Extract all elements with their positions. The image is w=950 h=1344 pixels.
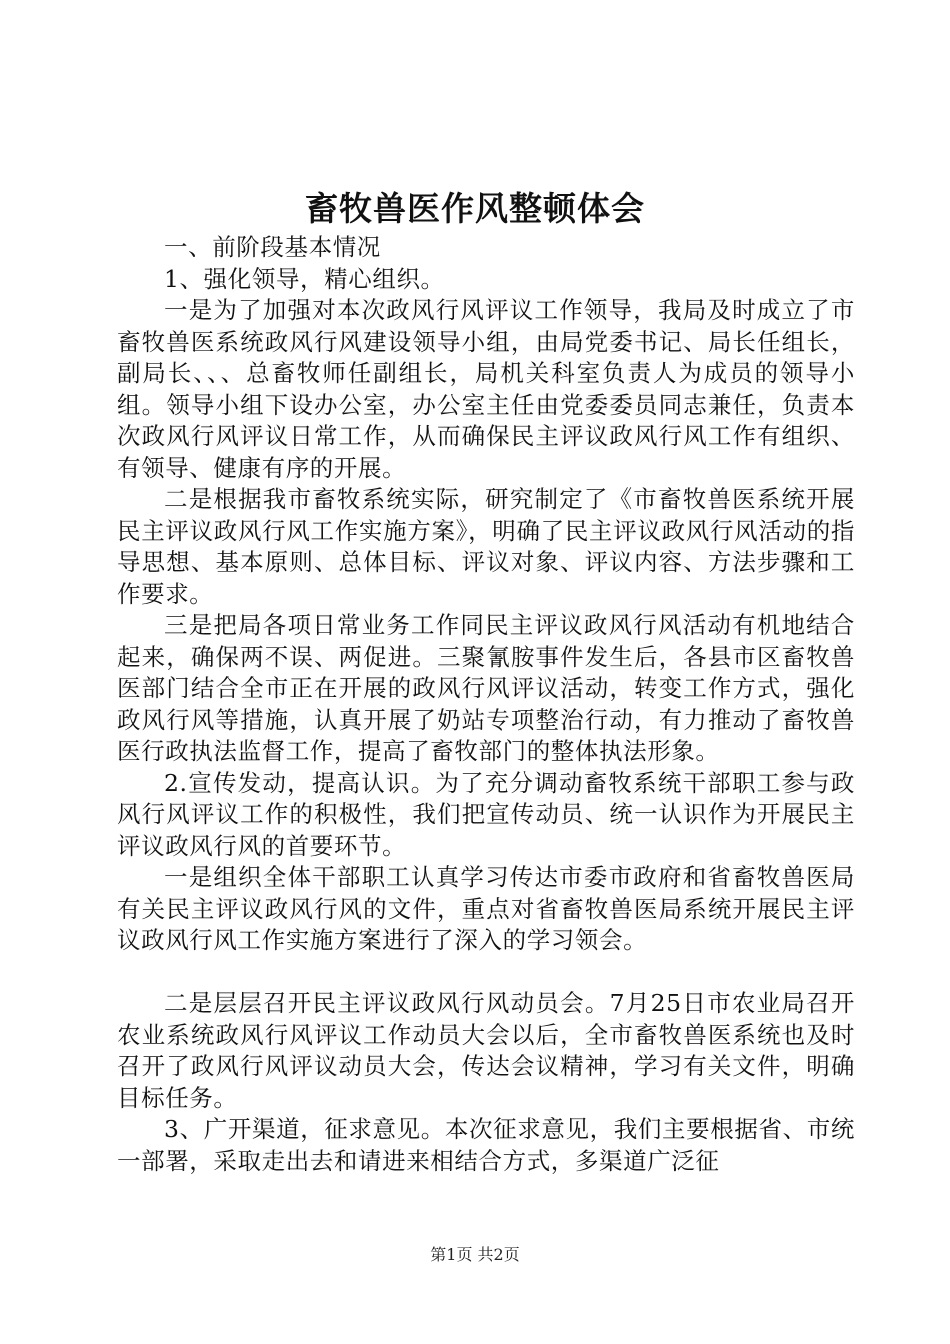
body-paragraph: 一是组织全体干部职工认真学习传达市委市政府和省畜牧兽医局有关民主评议政风行风的文件，重点对省畜牧兽医局系统开展民主评议政风行风工作实施方案进行了深入的学习领会。 (117, 863, 855, 954)
subsection-heading: 1、强化领导，精心组织。 (164, 264, 445, 293)
body-paragraph: 一是为了加强对本次政风行风评议工作领导，我局及时成立了市畜牧兽医系统政风行风建设领导小组，由局党委书记、局长任组长，副局长、、、总畜牧师任副组长，局机关科室负责人为成员的领导小组。领导小组下设办公室，办公室主任由党委委员同志兼任，负责本次政风行风评议日常工作，从而确保民主评议政风行风工作有组织、有领导、健康有序的开展。 (117, 296, 855, 482)
paragraph-spacer (117, 957, 855, 989)
body-paragraph: 3、广开渠道，征求意见。本次征求意见，我们主要根据省、市统一部署，采取走出去和请进来相结合方式，多渠道广泛征 (117, 1115, 855, 1175)
body-paragraph: 三是把局各项日常业务工作同民主评议政风行风活动有机地结合起来，确保两不误、两促进。三聚氰胺事件发生后，各县市区畜牧兽医部门结合全市正在开展的政风行风评议活动，转变工作方式，强化政风行风等措施，认真开展了奶站专项整治行动，有力推动了畜牧兽医行政执法监督工作，提高了畜牧部门的整体执法形象。 (117, 611, 855, 765)
body-paragraph: 二是根据我市畜牧系统实际，研究制定了《市畜牧兽医系统开展民主评议政风行风工作实施方案》，明确了民主评议政风行风活动的指导思想、基本原则、总体目标、评议对象、评议内容、方法步骤和工作要求。 (117, 485, 855, 608)
body-paragraph: 2.宣传发动，提高认识。为了充分调动畜牧系统干部职工参与政风行风评议工作的积极性，我们把宣传动员、统一认识作为开展民主评议政风行风的首要环节。 (117, 768, 855, 860)
body-paragraph: 二是层层召开民主评议政风行风动员会。7月25日市农业局召开农业系统政风行风评议工作动员大会以后，全市畜牧兽医系统也及时召开了政风行风评议动员大会，传达会议精神，学习有关文件，明确目标任务。 (117, 989, 855, 1112)
page-footer: 第1页 共2页 (430, 1245, 520, 1264)
section-heading: 一、前阶段基本情况 (164, 233, 381, 261)
document-body (117, 232, 855, 1177)
document-title: 畜牧兽医作风整顿体会 (305, 189, 645, 228)
